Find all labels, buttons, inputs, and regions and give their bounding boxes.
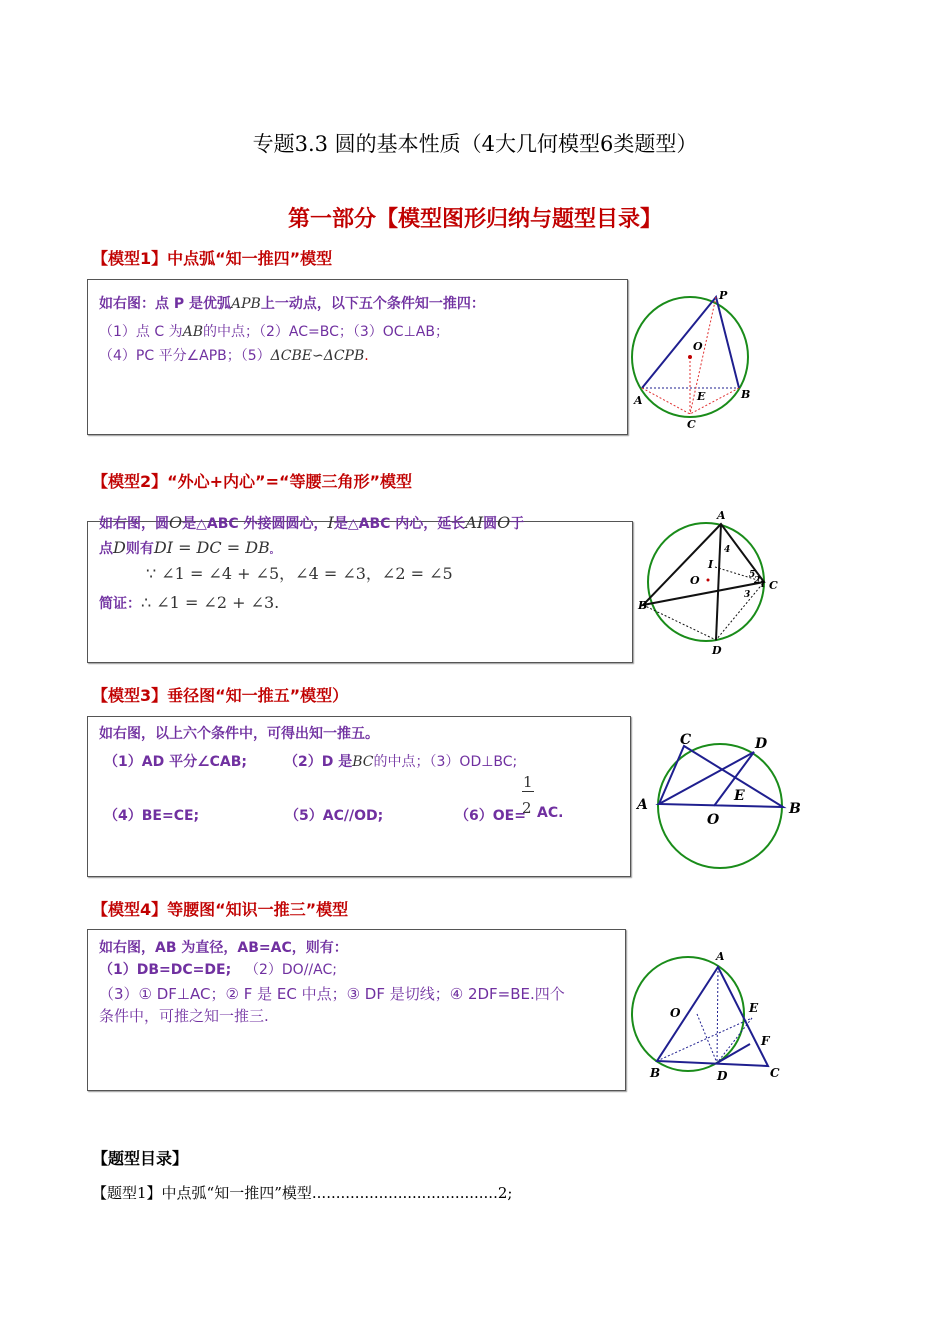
line-ad [717,967,718,1063]
text: （1）点 C 为 [99,324,183,340]
math: DI = DC = DB [153,538,270,557]
text: （4）PC 平分∠APB；（5） [99,348,271,364]
label: I [708,558,714,571]
model-2-figure [630,505,790,660]
line-de [717,1018,752,1063]
line-ad [716,524,721,640]
line-od [697,1014,717,1063]
model-1-label: 【模型1】中点弧“知一推四”模型 [92,249,333,268]
model-2-line-4 [99,593,279,613]
text: （2）D 是 [284,754,353,770]
center-point [707,579,710,582]
label: B [638,599,648,612]
label: D [755,736,768,752]
model-2-line-2 [99,538,279,558]
label: A [717,509,726,522]
arc-bc: BC [352,754,374,770]
toc-page-number: 2; [497,1184,513,1202]
label: O [670,1006,681,1020]
label: 3 [744,590,751,600]
model-4-label: 【模型4】等腰图“知识一推三”模型 [92,900,349,919]
model-3-line-1: 如右图，以上六个条件中，可得出知一推五。 [99,726,379,742]
label: A [637,797,648,813]
text: 。 [269,546,279,556]
model-4-cond-3: （3）① DF⊥AC；② F 是 EC 中点；③ DF 是切线；④ 2DF=BE.四个 [99,985,565,1003]
model-3-figure [630,725,810,875]
label: C [687,418,696,431]
text: 的中点；（2）AC=BC；（3）OC⊥AB； [203,324,449,340]
toc-item-label: 【题型1】中点弧“知一推四”模型 [92,1184,312,1202]
model-4-cond-1: （1）DB=DC=DE; [99,962,232,978]
label: O [693,340,703,353]
text: 于 [510,516,525,532]
label: D [712,644,722,657]
model-3-cond-4: （4）BE=CE; [104,808,200,824]
label: A [716,950,725,963]
label: D [717,1069,728,1083]
label: A [634,394,643,407]
model-1-line-2 [99,321,449,341]
math: D [113,538,126,557]
label: C [680,732,692,748]
text: 如右图，圆 [99,516,169,532]
label: E [734,788,745,804]
label: P [719,289,728,302]
label: 2 [754,576,761,586]
label: E [697,390,706,403]
label: B [650,1066,661,1080]
arc-apb: APB [231,296,261,312]
label: O [690,574,700,587]
text: 是△ABC 内心，延长 [333,516,466,532]
model-3-cond-2 [284,751,517,771]
section-heading: 第一部分【模型图形归纳与题型目录】 [287,207,662,232]
model-2-line-3: ∵ ∠1 = ∠4 + ∠5，∠4 = ∠3，∠2 = ∠5 [146,564,453,583]
text: 如右图：点 P 是优弧 [99,296,232,312]
math: ∴ ∠1 = ∠2 + ∠3. [141,593,280,612]
label: 1 [760,579,766,589]
model-3-cond-6: （6）OE= [455,808,526,824]
text: 的中点；（3）OD⊥BC; [373,754,518,770]
model-2-line-1 [99,513,524,533]
center-point [688,355,692,359]
figure-lines [659,746,783,807]
label: B [789,801,801,817]
similar-expr: ΔCBE∽ΔCPB [270,348,365,364]
label: 4 [724,545,731,555]
text: 圆 [483,516,498,532]
document-title: 专题3.3 圆的基本性质（4大几何模型6类题型） [252,132,698,156]
label: B [741,388,751,401]
fraction-numerator: 1 [523,773,533,791]
math: AI [465,513,484,532]
label: 5 [749,570,756,580]
model-4-figure [625,945,795,1085]
model-4-line-1: 如右图，AB 为直径，AB=AC，则有： [99,940,348,956]
label: E [749,1001,759,1015]
model-4-line-5: 条件中，可推之知一推三. [99,1007,269,1025]
math: I [327,513,334,532]
text: 简证： [99,596,141,612]
model-4-cond-2: （2）DO//AC; [245,962,337,978]
arc-ab: AB [182,324,203,340]
label: C [770,1066,780,1080]
model-3-cond-1: （1）AD 平分∠CAB; [104,754,248,770]
label: F [761,1034,770,1048]
text: 点 [99,541,113,557]
math: O [497,513,511,532]
model-3-label: 【模型3】垂径图“知一推五”模型） [92,686,349,705]
math: O [169,513,183,532]
fraction-denominator: 2 [522,799,532,817]
toc-heading: 【题型目录】 [92,1149,189,1168]
model-3-cond-6-tail: AC. [537,805,564,821]
label: C [769,579,778,592]
model-3-cond-5: （5）AC//OD; [285,808,384,824]
model-2-label: 【模型2】“外心+内心”=“等腰三角形”模型 [92,472,413,491]
toc-leader: ....................................... [311,1184,498,1202]
model-1-line-1 [99,293,485,313]
model-1-line-3 [99,345,369,365]
model-1-figure [620,285,770,435]
label: O [707,812,720,828]
text: 是△ABC 外接圆圆心， [182,516,328,532]
text: 则有 [125,541,154,557]
text: . [364,348,369,364]
text: 上一动点，以下五个条件知一推四： [260,296,485,312]
toc-item-1[interactable] [92,1182,512,1203]
